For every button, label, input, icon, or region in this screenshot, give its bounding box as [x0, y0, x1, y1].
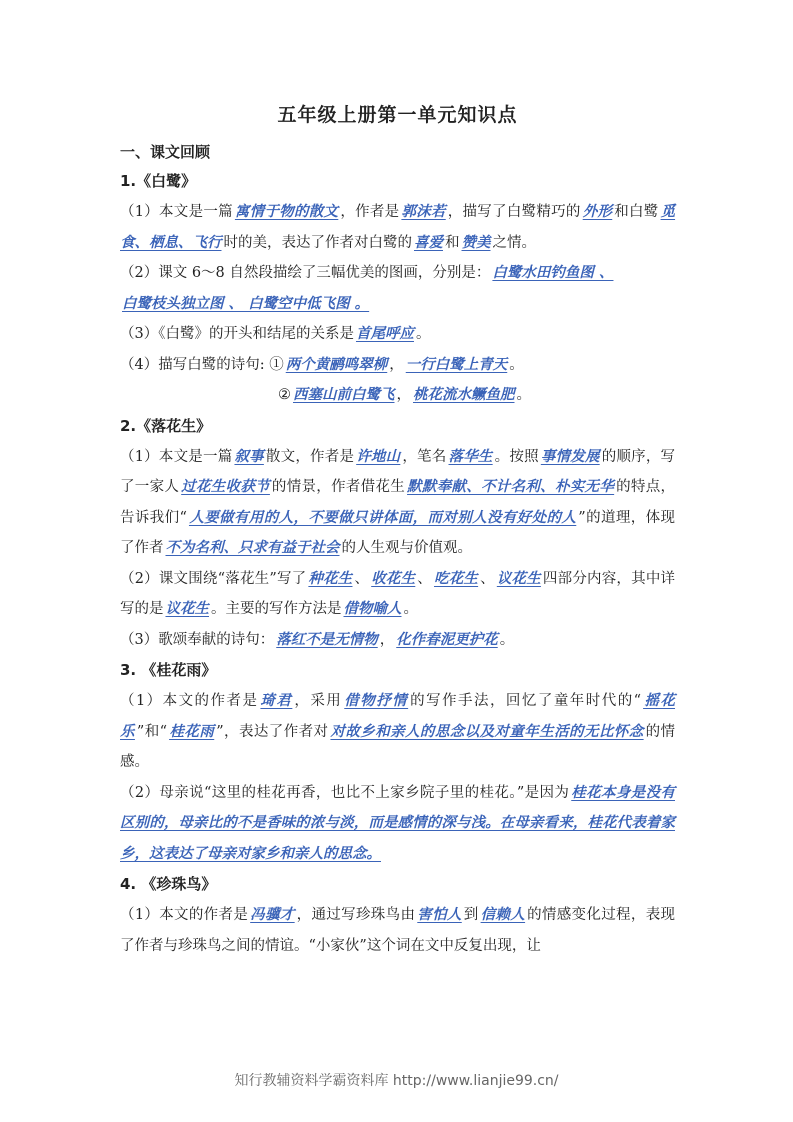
footer-watermark: 知行教辅资料学霸资料库 http://www.lianjie99.cn/ — [234, 1073, 559, 1089]
document-page — [120, 100, 675, 961]
lesson-heading-1: 1.《白鹭》 — [120, 172, 197, 190]
l2-q3: （3）歌颂奉献的诗句： 落红不是无情物 ， 化作春泥更护花 。 — [120, 630, 515, 648]
l1-q4-line2: ② 西塞山前白鹭飞 ， 桃花流水鳜鱼肥 。 — [278, 386, 531, 403]
lesson-heading-4: 4. 《珍珠鸟》 — [120, 875, 217, 893]
l2-q2: （2）课文围绕“落花生”写了 种花生 、 收花生 、 吃花生 、 议花生 四部分内容，其中详写的是 议花生 。主要的写作方法是 借物喻人 。 — [120, 569, 676, 617]
l4-q1: （1）本文的作者是 冯骥才 ，通过写珍珠鸟由 害怕人 到 信赖人 的情感变化过程，表现了作者与珍珠鸟之间的情谊。“小家伙”这个词在文中反复出现，让 — [120, 906, 676, 954]
l3-q1: （1）本文的作者是 琦君 ，采用 借物抒情 的写作手法，回忆了童年时代的“ 摇花乐 ”和“ 桂花雨 ”，表达了作者对 对故乡和亲人的思念以及对童年生活的无比怀念 的情感。 — [120, 692, 676, 770]
l1-q3: （3）《白鹭》的开头和结尾的关系是 首尾呼应 。 — [120, 325, 431, 342]
l3-q2: （2）母亲说“这里的桂花再香，也比不上家乡院子里的桂花。”是因为 桂花本身是没有区别的，母亲比的不是香味的浓与淡，而是感情的深与浅。在母亲看来，桂花代表着家乡，这表达了母亲对家乡和亲人的思念。 — [120, 783, 675, 862]
page-title: 五年级上册第一单元知识点 — [277, 104, 518, 126]
l1-q4: （4）描写白鹭的诗句: ① 两个黄鹂鸣翠柳 ， 一行白鹭上青天 。 — [120, 355, 524, 373]
lesson-heading-3: 3. 《桂花雨》 — [120, 661, 217, 679]
section-heading: 一、课文回顾 — [120, 143, 211, 161]
l2-q1: （1）本文是一篇 叙事 散文，作者是 许地山 ，笔名 落华生 。按照 事情发展 的顺序，写了一家人 过花生收获节 的情景，作者借花生 默默奉献、不计名利、朴实无华 的特点，告诉我们“ 人要做有用的人，不要做只讲体面，而对别人没有好处的人 ”的道理，体现了作者 不为名利、只求有益于社会 的人生观与价值观。 — [120, 447, 676, 556]
l1-q1: （1）本文是一篇 寓情于物的散文 ，作者是 郭沫若 ，描写了白鹭精巧的 外形 和白鹭 觅食、栖息、飞行 时的美，表达了作者对白鹭的 喜爱 和 赞美 之情。 — [120, 203, 676, 251]
lesson-heading-2: 2.《落花生》 — [120, 416, 212, 435]
l1-q2: （2）课文 6～8 自然段描绘了三幅优美的图画，分别是： 白鹭水田钓鱼图 、 白鹭枝头独立图 、 白鹭空中低飞图 。 — [120, 264, 614, 312]
